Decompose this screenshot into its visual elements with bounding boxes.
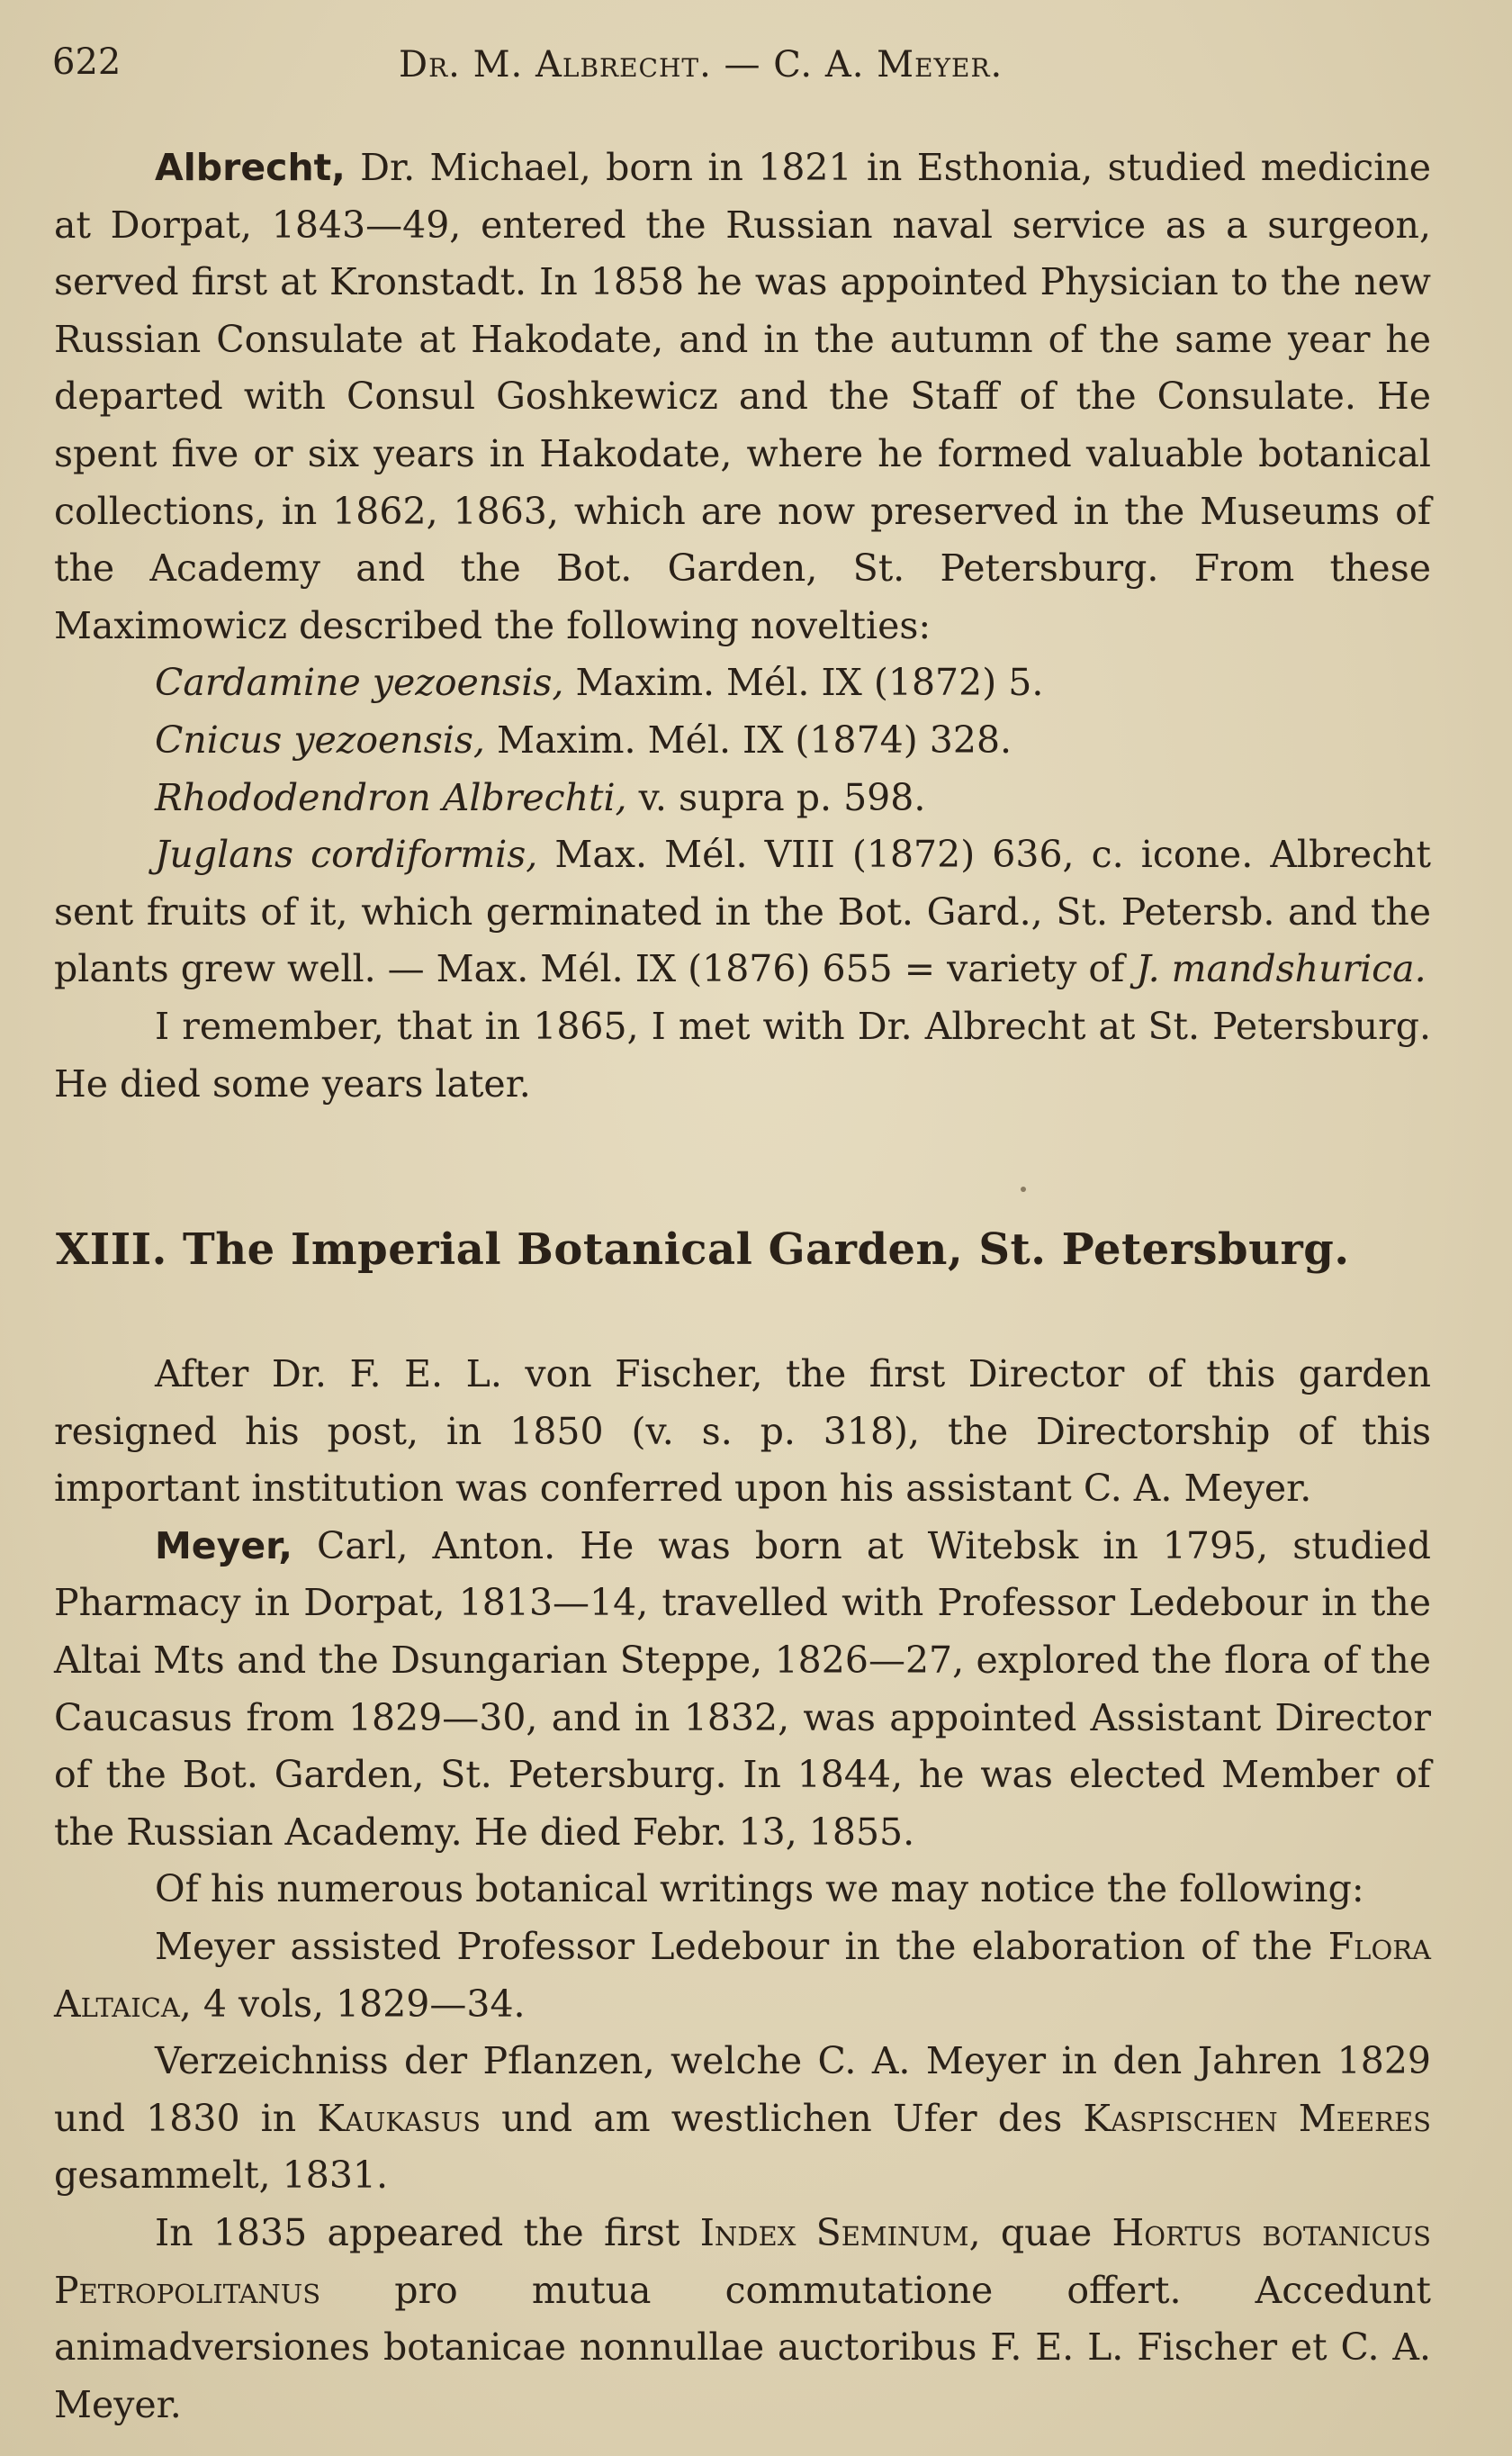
flora-title: Flora Altaica: [54, 1924, 1431, 2026]
novelty-item: [54, 770, 1431, 827]
garden-intro-paragraph: After Dr. F. E. L. von Fischer, the first Director of this garden resigned his post, in 1850 (v. s. p. 318), the Directorship of this important institution was conferred upon his assistant C. A. Meyer.: [54, 1352, 1431, 1511]
garden-section-body: [54, 1346, 1431, 2433]
juglans-text: Max. Mél. VIII (1872) 636, c. icone. Albrecht sent fruits of it, which germinated in the Bot. Gard., St. Petersb. and the plants grew well. — Max. Mél. IX (1876) 655 = variety of: [54, 833, 1431, 991]
species-reference: v. supra p. 598.: [626, 775, 926, 819]
writings-intro-paragraph: Of his numerous botanical writings we may notice the following:: [155, 1867, 1364, 1911]
index-text-2: , quae: [968, 2210, 1112, 2254]
verzeichniss-text-3: gesammelt, 1831.: [54, 2154, 389, 2198]
flora-altaica-paragraph: [54, 1919, 1431, 2033]
meyer-bio-text: Carl, Anton. He was born at Witebsk in 1795, studied Pharmacy in Dorpat, 1813—14, travelled with Professor Ledebour in the Altai Mts and the Dsungarian Steppe, 1826—27, explored the flora of the Caucasus from 1829—30, and in 1832, was appointed Assistant Director of the Bot. Garden, St. Petersburg. In 1844, he was elected Member of the Russian Academy. He died Febr. 13, 1855.: [54, 1523, 1431, 1854]
species-name: Rhododendron Albrechti,: [155, 775, 627, 819]
entry-name-meyer: Meyer,: [155, 1523, 292, 1567]
index-text-1: In 1835 appeared the first: [155, 2210, 700, 2254]
page-number: 622: [52, 41, 122, 83]
flora-text-before: Meyer assisted Professor Ledebour in the elaboration of the: [155, 1924, 1328, 1968]
species-name: Cnicus yezoensis,: [155, 718, 485, 762]
entry-name-albrecht: Albrecht,: [155, 146, 346, 189]
albrecht-intro-text: Dr. Michael, born in 1821 in Esthonia, studied medicine at Dorpat, 1843—49, entered the Russian naval service as a surgeon, served first at Kronstadt. In 1858 he was appointed Physician to the new Russian Consulate at Hakodate, and in the autumn of the same year he departed with Consul Goshkewicz and the Staff of the Consulate. He spent five or six years in Hakodate, where he formed valuable botanical collections, in 1862, 1863, which are now preserved in the Museums of the Academy and the Bot. Garden, St. Petersburg. From these Maximowicz described the following novelties:: [54, 146, 1431, 647]
albrecht-intro-paragraph: [54, 140, 1431, 655]
variety-name: J. mandshurica.: [1136, 947, 1426, 991]
novelty-item: [54, 655, 1431, 712]
novelty-item: [54, 712, 1431, 770]
species-name: Juglans cordiformis,: [155, 833, 538, 877]
index-text-3: pro mutua commutatione offert. Accedunt animadversiones botanicae nonnullae auctoribus F. E. L. Fischer et C. A. Meyer.: [54, 2268, 1431, 2426]
hortus-term: Hortus botanicus Petropolitanus: [54, 2210, 1431, 2312]
species-name: Cardamine yezoensis,: [155, 661, 564, 705]
print-speck: [1021, 1187, 1026, 1192]
kaspischen-term: Kaspischen Meeres: [1083, 2096, 1431, 2140]
index-seminum-paragraph: [54, 2205, 1431, 2433]
juglans-paragraph: [54, 826, 1431, 998]
species-reference: Maxim. Mél. IX (1872) 5.: [563, 661, 1044, 705]
section-heading: XIII. The Imperial Botanical Garden, St. Petersburg.: [56, 1224, 1350, 1275]
albrecht-entry: [54, 140, 1431, 1113]
index-seminum-term: Index Seminum: [699, 2210, 969, 2254]
verzeichniss-text-2: und am westlichen Ufer des: [480, 2096, 1084, 2140]
verzeichniss-paragraph: [54, 2033, 1431, 2205]
page-header: [52, 41, 1402, 95]
running-title: Dr. M. Albrecht. — C. A. Meyer.: [399, 44, 1004, 86]
flora-text-after: , 4 vols, 1829—34.: [179, 1982, 526, 2026]
species-reference: Maxim. Mél. IX (1874) 328.: [484, 718, 1012, 762]
meyer-bio-paragraph: [54, 1518, 1431, 1862]
albrecht-closing-paragraph: I remember, that in 1865, I met with Dr. Albrecht at St. Petersburg. He died some years later.: [54, 1004, 1431, 1106]
kaukasus-term: Kaukasus: [317, 2096, 481, 2140]
verzeichniss-text-1: Verzeichniss der Pflanzen, welche C. A. Meyer in den Jahren 1829 und 1830 in: [54, 2039, 1431, 2140]
